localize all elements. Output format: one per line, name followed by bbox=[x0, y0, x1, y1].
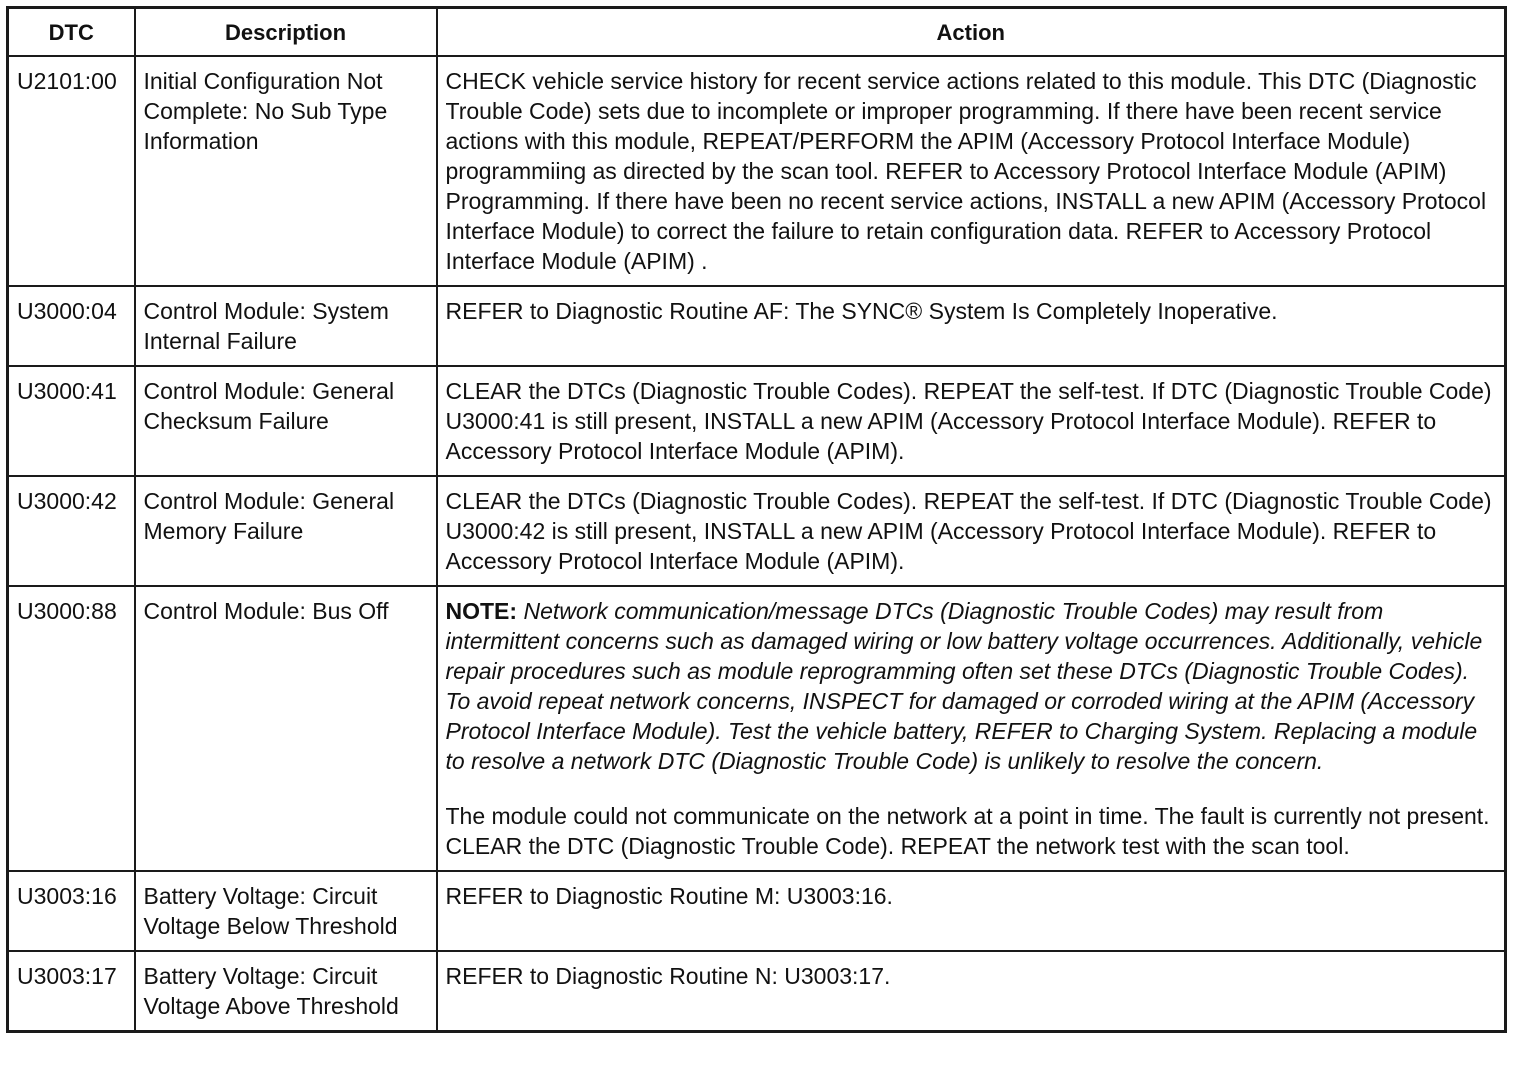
table-row bbox=[8, 286, 1506, 366]
dtc-description: Control Module: General Memory Failure bbox=[135, 476, 437, 586]
dtc-code: U3000:88 bbox=[8, 586, 135, 871]
dtc-code: U3000:42 bbox=[8, 476, 135, 586]
table-row bbox=[8, 476, 1506, 586]
dtc-code: U3003:17 bbox=[8, 951, 135, 1032]
note-paragraph bbox=[446, 596, 1497, 776]
table-row bbox=[8, 871, 1506, 951]
dtc-description: Battery Voltage: Circuit Voltage Below Threshold bbox=[135, 871, 437, 951]
note-text: Network communication/message DTCs (Diagnostic Trouble Codes) may result from intermittent concerns such as damaged wiring or low battery voltage occurrences. Additionally, vehicle repair procedures such as module reprogramming often set these DTCs (Diagnostic Trouble Codes). To avoid repeat network concerns, INSPECT for damaged or corroded wiring at the APIM (Accessory Protocol Interface Module). Test the vehicle battery, REFER to Charging System. Replacing a module to resolve a network DTC (Diagnostic Trouble Code) is unlikely to resolve the concern. bbox=[445, 598, 1483, 774]
dtc-description: Initial Configuration Not Complete: No Sub Type Information bbox=[135, 56, 437, 286]
note-label: NOTE: bbox=[445, 598, 518, 624]
dtc-action: CHECK vehicle service history for recent service actions related to this module. This DTC (Diagnostic Trouble Code) sets due to incomplete or improper programming. If there have been recent service actions with this module, REPEAT/PERFORM the APIM (Accessory Protocol Interface Module) programmiing as directed by the scan tool. REFER to Accessory Protocol Interface Module (APIM) Programming. If there have been no recent service actions, INSTALL a new APIM (Accessory Protocol Interface Module) to correct the failure to retain configuration data. REFER to Accessory Protocol Interface Module (APIM) . bbox=[437, 56, 1506, 286]
header-dtc: DTC bbox=[8, 8, 135, 57]
dtc-action: CLEAR the DTCs (Diagnostic Trouble Codes). REPEAT the self-test. If DTC (Diagnostic Trouble Code) U3000:42 is still present, INSTALL a new APIM (Accessory Protocol Interface Module). REFER to Accessory Protocol Interface Module (APIM). bbox=[437, 476, 1506, 586]
header-row bbox=[8, 8, 1506, 57]
dtc-description: Control Module: System Internal Failure bbox=[135, 286, 437, 366]
dtc-table bbox=[6, 6, 1507, 1033]
dtc-action: REFER to Diagnostic Routine AF: The SYNC® System Is Completely Inoperative. bbox=[437, 286, 1506, 366]
dtc-code: U3000:04 bbox=[8, 286, 135, 366]
dtc-action: The module could not communicate on the network at a point in time. The fault is currently not present. CLEAR the DTC (Diagnostic Trouble Code). REPEAT the network test with the scan tool. bbox=[445, 803, 1490, 859]
dtc-description: Control Module: General Checksum Failure bbox=[135, 366, 437, 476]
dtc-description: Battery Voltage: Circuit Voltage Above Threshold bbox=[135, 951, 437, 1032]
table-row bbox=[8, 586, 1506, 871]
dtc-action: CLEAR the DTCs (Diagnostic Trouble Codes). REPEAT the self-test. If DTC (Diagnostic Trouble Code) U3000:41 is still present, INSTALL a new APIM (Accessory Protocol Interface Module). REFER to Accessory Protocol Interface Module (APIM). bbox=[437, 366, 1506, 476]
dtc-action: REFER to Diagnostic Routine M: U3003:16. bbox=[437, 871, 1506, 951]
table-row bbox=[8, 366, 1506, 476]
dtc-action: REFER to Diagnostic Routine N: U3003:17. bbox=[437, 951, 1506, 1032]
dtc-description: Control Module: Bus Off bbox=[135, 586, 437, 871]
dtc-code: U3003:16 bbox=[8, 871, 135, 951]
table-row bbox=[8, 56, 1506, 286]
dtc-action-with-note bbox=[437, 586, 1506, 871]
dtc-code: U3000:41 bbox=[8, 366, 135, 476]
header-action: Action bbox=[437, 8, 1506, 57]
table-row bbox=[8, 951, 1506, 1032]
dtc-code: U2101:00 bbox=[8, 56, 135, 286]
header-description: Description bbox=[135, 8, 437, 57]
